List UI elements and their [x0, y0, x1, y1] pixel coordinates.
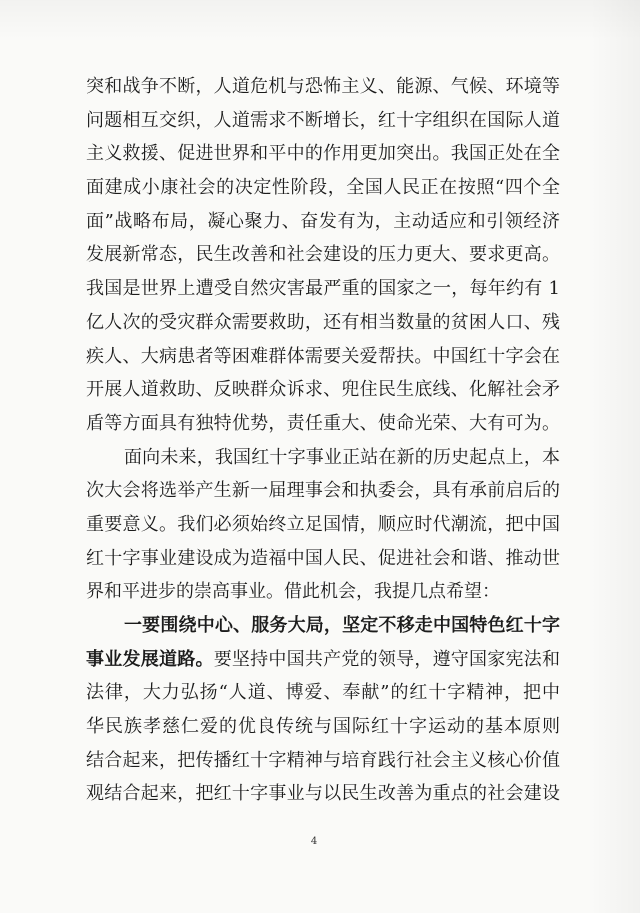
text-line: 盾等方面具有独特优势，责任重大、使命光荣、大有可为。	[86, 412, 560, 434]
text-line: 次大会将选举产生新一届理事会和执委会，具有承前启后的	[86, 480, 560, 502]
page-number: 4	[310, 836, 318, 847]
text-line: 发展新常态，民生改善和社会建设的压力更大、要求更高。	[86, 244, 560, 266]
text-line: 疾人、大病患者等困难群体需要关爱帮扶。中国红十字会在	[86, 345, 560, 367]
text-line: 问题相互交织，人道需求不断增长，红十字组织在国际人道	[86, 109, 560, 131]
text-span: 要坚持中国共产党的领导，遵守国家宪法和	[213, 648, 560, 670]
bold-heading-text: 事业发展道路。	[86, 648, 214, 670]
text-line: 结合起来，把传播红十字精神与培育践行社会主义核心价值	[86, 749, 560, 771]
text-line: 面建成小康社会的决定性阶段，全国人民正在按照“四个全	[86, 177, 560, 199]
text-line: 红十字事业建设成为造福中国人民、促进社会和谐、推动世	[86, 547, 560, 569]
body-text	[86, 70, 560, 811]
text-line: 法律，大力弘扬“人道、博爱、奉献”的红十字精神，把中	[86, 682, 560, 704]
text-line: 观结合起来，把红十字事业与以民生改善为重点的社会建设	[86, 783, 560, 805]
paragraph-end-line: 界和平进步的崇高事业。借此机会，我提几点希望：	[86, 581, 500, 603]
text-line	[86, 643, 560, 677]
text-line: 我国是世界上遭受自然灾害最严重的国家之一，每年约有 1	[86, 278, 560, 300]
text-line: 亿人次的受灾群众需要救助，还有相当数量的贫困人口、残	[86, 311, 560, 333]
text-line: 重要意义。我们必须始终立足国情，顺应时代潮流，把中国	[86, 513, 560, 535]
paragraph-start-line: 面向未来，我国红十字事业正站在新的历史起点上，本	[124, 446, 560, 468]
text-line: 华民族孝慈仁爱的优良传统与国际红十字运动的基本原则	[86, 716, 560, 738]
bold-heading-line: 一要围绕中心、服务大局，坚定不移走中国特色红十字	[124, 615, 560, 636]
text-line: 突和战争不断，人道危机与恐怖主义、能源、气候、环境等	[86, 76, 560, 97]
text-line: 面”战略布局，凝心聚力、奋发有为，主动适应和引领经济	[86, 210, 560, 232]
text-line: 主义救援、促进世界和平中的作用更加突出。我国正处在全	[86, 143, 560, 165]
text-line: 开展人道救助、反映群众诉求、兜住民生底线、化解社会矛	[86, 379, 560, 401]
